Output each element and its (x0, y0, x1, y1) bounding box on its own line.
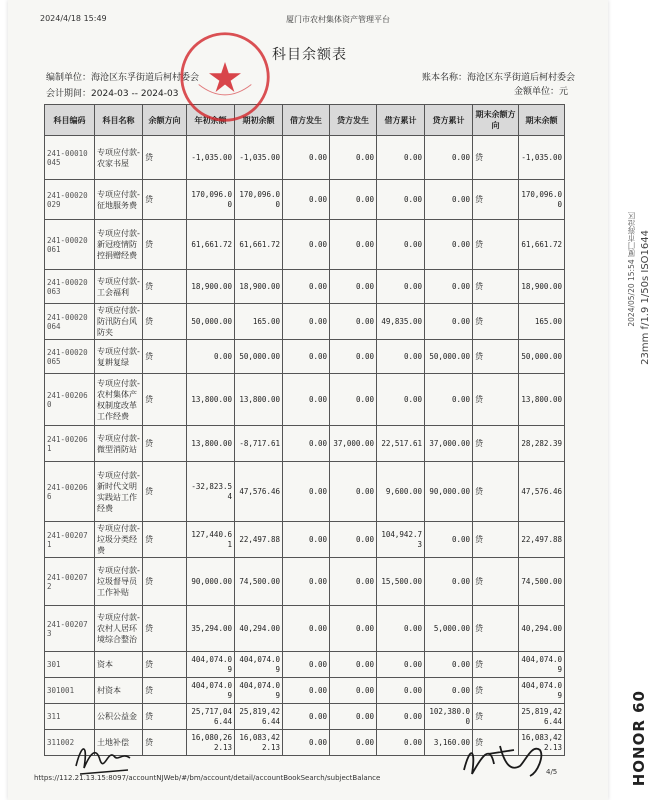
cell-credit: 0.00 (330, 374, 377, 426)
cell-direction: 贷 (143, 374, 187, 426)
brand-watermark: HONOR 60 (630, 690, 648, 787)
cell-end-direction: 贷 (473, 340, 519, 374)
cell-name: 专项应付款-微型消防站 (95, 426, 143, 462)
cell-direction: 贷 (143, 220, 187, 270)
table-header-row (45, 105, 565, 136)
cell-credit-cum: 0.00 (425, 270, 473, 304)
cell-period-open: -8,717.61 (235, 426, 283, 462)
table-row (45, 374, 565, 426)
cell-end-balance: 165.00 (519, 304, 565, 340)
table-row (45, 522, 565, 558)
cell-end-direction: 贷 (473, 522, 519, 558)
table-row (45, 180, 565, 220)
cell-credit: 0.00 (330, 730, 377, 756)
cell-debit: 0.00 (283, 426, 330, 462)
col-header: 年初余额 (187, 105, 235, 136)
cell-code: 241-00020063 (45, 270, 95, 304)
col-header: 期初余额 (235, 105, 283, 136)
cell-debit-cum: 0.00 (377, 374, 425, 426)
cell-year-open: 127,440.61 (187, 522, 235, 558)
cell-direction: 贷 (143, 340, 187, 374)
cell-end-direction: 贷 (473, 220, 519, 270)
cell-direction: 贷 (143, 730, 187, 756)
cell-credit-cum: 0.00 (425, 220, 473, 270)
cell-year-open: 0.00 (187, 340, 235, 374)
cell-debit: 0.00 (283, 652, 330, 678)
cell-period-open: 13,800.00 (235, 374, 283, 426)
cell-debit: 0.00 (283, 304, 330, 340)
cell-end-balance: 404,074.09 (519, 652, 565, 678)
print-datetime: 2024/4/18 15:49 (40, 14, 107, 23)
cell-direction: 贷 (143, 180, 187, 220)
cell-year-open: 18,900.00 (187, 270, 235, 304)
cell-end-direction: 贷 (473, 558, 519, 606)
cell-name: 土地补偿 (95, 730, 143, 756)
cell-debit: 0.00 (283, 462, 330, 522)
cell-direction: 贷 (143, 522, 187, 558)
cell-period-open: 16,083,422.13 (235, 730, 283, 756)
cell-debit-cum: 0.00 (377, 730, 425, 756)
report-title: 科目余额表 (272, 47, 347, 63)
cell-end-balance: 74,500.00 (519, 558, 565, 606)
cell-end-balance: 170,096.00 (519, 180, 565, 220)
cell-debit: 0.00 (283, 220, 330, 270)
cell-end-direction: 贷 (473, 426, 519, 462)
cell-end-balance: 16,083,422.13 (519, 730, 565, 756)
cell-credit: 0.00 (330, 652, 377, 678)
cell-year-open: 13,800.00 (187, 426, 235, 462)
cell-direction: 贷 (143, 426, 187, 462)
cell-year-open: 404,074.09 (187, 678, 235, 704)
col-header: 期末余额方向 (473, 105, 519, 136)
cell-year-open: 35,294.00 (187, 606, 235, 652)
col-header: 科目编码 (45, 105, 95, 136)
cell-end-direction: 贷 (473, 270, 519, 304)
cell-end-direction: 贷 (473, 462, 519, 522)
cell-end-direction: 贷 (473, 678, 519, 704)
cell-credit-cum: 0.00 (425, 304, 473, 340)
cell-debit: 0.00 (283, 180, 330, 220)
cell-period-open: 25,819,426.44 (235, 704, 283, 730)
cell-name: 专项应付款-复耕复绿 (95, 340, 143, 374)
cell-period-open: 74,500.00 (235, 558, 283, 606)
cell-credit-cum: 0.00 (425, 558, 473, 606)
cell-direction: 贷 (143, 704, 187, 730)
cell-code: 241-002071 (45, 522, 95, 558)
cell-end-direction: 贷 (473, 180, 519, 220)
cell-direction: 贷 (143, 462, 187, 522)
cell-debit: 0.00 (283, 374, 330, 426)
cell-year-open: -1,035.00 (187, 136, 235, 180)
cell-period-open: 40,294.00 (235, 606, 283, 652)
cell-name: 公积公益金 (95, 704, 143, 730)
table-row (45, 678, 565, 704)
cell-credit: 0.00 (330, 304, 377, 340)
cell-year-open: 50,000.00 (187, 304, 235, 340)
table-row (45, 270, 565, 304)
cell-code: 241-002061 (45, 426, 95, 462)
cell-debit: 0.00 (283, 558, 330, 606)
cell-end-balance: 28,282.39 (519, 426, 565, 462)
cell-credit: 0.00 (330, 136, 377, 180)
cell-credit-cum: 0.00 (425, 522, 473, 558)
cell-credit: 0.00 (330, 462, 377, 522)
cell-debit: 0.00 (283, 730, 330, 756)
cell-end-direction: 贷 (473, 304, 519, 340)
cell-debit-cum: 9,600.00 (377, 462, 425, 522)
camera-info: 23mm f/1.9 1/50s ISO1644 (640, 230, 651, 365)
cell-period-open: 18,900.00 (235, 270, 283, 304)
cell-credit-cum: 90,000.00 (425, 462, 473, 522)
cell-code: 311 (45, 704, 95, 730)
col-header: 贷方累计 (425, 105, 473, 136)
table-row (45, 462, 565, 522)
cell-debit-cum: 0.00 (377, 180, 425, 220)
table-row (45, 220, 565, 270)
cell-name: 专项应付款-农家书屋 (95, 136, 143, 180)
cell-credit: 0.00 (330, 180, 377, 220)
cell-year-open: 13,800.00 (187, 374, 235, 426)
cell-period-open: 22,497.88 (235, 522, 283, 558)
cell-end-balance: 18,900.00 (519, 270, 565, 304)
cell-code: 241-002066 (45, 462, 95, 522)
cell-debit-cum: 104,942.73 (377, 522, 425, 558)
period (46, 86, 178, 99)
cell-code: 241-00020065 (45, 340, 95, 374)
cell-end-balance: -1,035.00 (519, 136, 565, 180)
cell-end-balance: 13,800.00 (519, 374, 565, 426)
cell-debit-cum: 0.00 (377, 678, 425, 704)
cell-debit-cum: 0.00 (377, 220, 425, 270)
cell-debit-cum: 0.00 (377, 270, 425, 304)
cell-end-balance: 50,000.00 (519, 340, 565, 374)
cell-credit: 0.00 (330, 558, 377, 606)
cell-credit-cum: 102,380.00 (425, 704, 473, 730)
cell-credit: 37,000.00 (330, 426, 377, 462)
cell-year-open: 61,661.72 (187, 220, 235, 270)
cell-name: 专项应付款-新时代文明实践站工作经费 (95, 462, 143, 522)
cell-end-direction: 贷 (473, 704, 519, 730)
cell-period-open: 50,000.00 (235, 340, 283, 374)
cell-year-open: 25,717,046.44 (187, 704, 235, 730)
cell-debit: 0.00 (283, 340, 330, 374)
cell-direction: 贷 (143, 270, 187, 304)
balance-table (44, 104, 565, 756)
cell-code: 241-00020064 (45, 304, 95, 340)
cell-credit-cum: 0.00 (425, 652, 473, 678)
cell-end-direction: 贷 (473, 652, 519, 678)
cell-credit: 0.00 (330, 340, 377, 374)
table-row (45, 704, 565, 730)
unit-label: 金额单位：元 (514, 87, 569, 97)
cell-year-open: -32,823.54 (187, 462, 235, 522)
signature-right (460, 736, 550, 782)
cell-credit: 0.00 (330, 704, 377, 730)
cell-code: 241-00010045 (45, 136, 95, 180)
table-row (45, 340, 565, 374)
cell-direction: 贷 (143, 558, 187, 606)
cell-period-open: 47,576.46 (235, 462, 283, 522)
platform-title: 厦门市农村集体资产管理平台 (286, 15, 390, 24)
cell-debit-cum: 49,835.00 (377, 304, 425, 340)
table-row (45, 136, 565, 180)
cell-code: 241-00020061 (45, 220, 95, 270)
cell-debit: 0.00 (283, 678, 330, 704)
cell-period-open: -1,035.00 (235, 136, 283, 180)
period-label: 会计期间： (46, 89, 92, 99)
cell-code: 311002 (45, 730, 95, 756)
cell-name: 专项应付款-农村集体产权制度改革工作经费 (95, 374, 143, 426)
org-label: 编制单位：海沧区东孚街道后柯村委会 (46, 73, 200, 83)
cell-end-direction: 贷 (473, 606, 519, 652)
cell-credit: 0.00 (330, 678, 377, 704)
cell-end-balance: 47,576.46 (519, 462, 565, 522)
table-row (45, 426, 565, 462)
cell-code: 241-00020029 (45, 180, 95, 220)
cell-end-balance: 404,074.09 (519, 678, 565, 704)
cell-credit: 0.00 (330, 220, 377, 270)
cell-period-open: 61,661.72 (235, 220, 283, 270)
cell-credit-cum: 0.00 (425, 374, 473, 426)
cell-name: 专项应付款-征地服务费 (95, 180, 143, 220)
cell-debit-cum: 0.00 (377, 136, 425, 180)
cell-period-open: 404,074.09 (235, 652, 283, 678)
cell-year-open: 16,080,262.13 (187, 730, 235, 756)
signature-left (70, 736, 140, 778)
cell-code: 241-002073 (45, 606, 95, 652)
cell-credit-cum: 5,000.00 (425, 606, 473, 652)
cell-credit-cum: 50,000.00 (425, 340, 473, 374)
account-label: 账本名称：海沧区东孚街道后柯村委会 (422, 73, 576, 83)
table-row (45, 558, 565, 606)
cell-direction: 贷 (143, 136, 187, 180)
col-header: 期末余额 (519, 105, 565, 136)
cell-credit-cum: 0.00 (425, 136, 473, 180)
cell-direction: 贷 (143, 652, 187, 678)
cell-year-open: 170,096.00 (187, 180, 235, 220)
cell-name: 村资本 (95, 678, 143, 704)
table-row (45, 652, 565, 678)
cell-name: 资本 (95, 652, 143, 678)
cell-credit: 0.00 (330, 522, 377, 558)
cell-credit: 0.00 (330, 606, 377, 652)
cell-credit-cum: 0.00 (425, 180, 473, 220)
cell-year-open: 404,074.09 (187, 652, 235, 678)
col-header: 科目名称 (95, 105, 143, 136)
period-value: 2024-03 -- 2024-03 (91, 89, 179, 99)
cell-direction: 贷 (143, 606, 187, 652)
cell-debit-cum: 15,500.00 (377, 558, 425, 606)
cell-debit: 0.00 (283, 704, 330, 730)
table-row (45, 606, 565, 652)
cell-debit: 0.00 (283, 136, 330, 180)
cell-name: 专项应付款-工会福利 (95, 270, 143, 304)
cell-end-direction: 贷 (473, 136, 519, 180)
col-header: 借方累计 (377, 105, 425, 136)
official-seal (178, 30, 272, 124)
cell-debit: 0.00 (283, 522, 330, 558)
cell-end-direction: 贷 (473, 374, 519, 426)
cell-period-open: 165.00 (235, 304, 283, 340)
cell-debit-cum: 0.00 (377, 704, 425, 730)
cell-debit-cum: 0.00 (377, 606, 425, 652)
cell-debit: 0.00 (283, 606, 330, 652)
footer-url: https://112.21.13.15:8097/accountNJWeb/#/bm/account/detail/accountBookSearch/subjectBalance (34, 774, 381, 782)
cell-name: 专项应付款-防汛防台风防夹 (95, 304, 143, 340)
cell-end-balance: 22,497.88 (519, 522, 565, 558)
cell-name: 专项应付款-垃圾督导员工作补贴 (95, 558, 143, 606)
cell-end-balance: 61,661.72 (519, 220, 565, 270)
col-header: 借方发生 (283, 105, 330, 136)
photo-timestamp: 2024/05/20 15:54 厦门市海沧区 (627, 212, 636, 327)
cell-name: 专项应付款-新冠疫情防控捐赠经费 (95, 220, 143, 270)
cell-code: 241-002072 (45, 558, 95, 606)
col-header: 余额方向 (143, 105, 187, 136)
cell-credit-cum: 0.00 (425, 678, 473, 704)
cell-end-balance: 25,819,426.44 (519, 704, 565, 730)
cell-code: 241-002060 (45, 374, 95, 426)
cell-code: 301 (45, 652, 95, 678)
cell-name: 专项应付款-农村人居环境综合整治 (95, 606, 143, 652)
cell-debit-cum: 22,517.61 (377, 426, 425, 462)
cell-period-open: 170,096.00 (235, 180, 283, 220)
cell-end-balance: 40,294.00 (519, 606, 565, 652)
cell-debit-cum: 0.00 (377, 340, 425, 374)
cell-credit-cum: 3,160.00 (425, 730, 473, 756)
cell-period-open: 404,074.09 (235, 678, 283, 704)
cell-end-direction: 贷 (473, 730, 519, 756)
cell-code: 301001 (45, 678, 95, 704)
cell-direction: 贷 (143, 304, 187, 340)
page-number: 4/5 (546, 768, 558, 776)
cell-direction: 贷 (143, 678, 187, 704)
cell-debit-cum: 0.00 (377, 652, 425, 678)
cell-debit: 0.00 (283, 270, 330, 304)
cell-credit: 0.00 (330, 270, 377, 304)
table-row (45, 304, 565, 340)
cell-year-open: 90,000.00 (187, 558, 235, 606)
cell-name: 专项应付款-垃圾分类经费 (95, 522, 143, 558)
cell-credit-cum: 37,000.00 (425, 426, 473, 462)
col-header: 贷方发生 (330, 105, 377, 136)
